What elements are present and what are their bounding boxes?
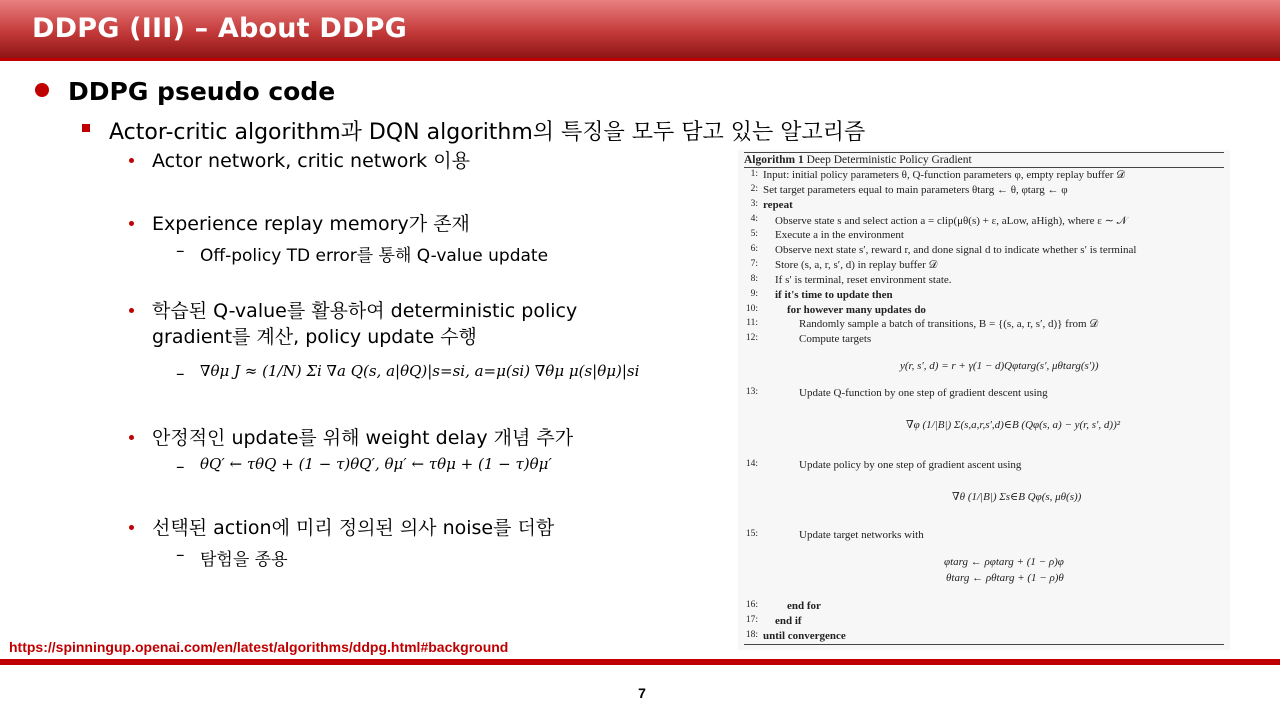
q-loss-equation: ∇φ (1/|B|) Σ(s,a,r,s′,d)∈B (Qφ(s, a) − y(r, s′, d))² bbox=[906, 419, 1121, 431]
item-text-line2: gradient를 계산, policy update 수행 bbox=[152, 326, 477, 348]
algorithm-label: Algorithm 1 bbox=[744, 154, 804, 166]
page-number: 7 bbox=[638, 685, 646, 701]
dash-icon: – bbox=[176, 545, 185, 565]
title-divider bbox=[0, 58, 1280, 61]
algorithm-header bbox=[744, 154, 972, 166]
targets-equation: y(r, s′, d) = r + γ(1 − d)Qφtarg(s′, μθtarg(s′)) bbox=[900, 360, 1099, 372]
main-bullet-text: DDPG pseudo code bbox=[68, 77, 336, 106]
item-text: 선택된 action에 미리 정의된 의사 noise를 더함 bbox=[152, 517, 555, 539]
subitem-text: Off-policy TD error를 통해 Q-value update bbox=[200, 246, 549, 266]
algorithm-name: Deep Deterministic Policy Gradient bbox=[806, 154, 972, 166]
dash-icon: – bbox=[176, 241, 185, 261]
item-bullet-icon bbox=[129, 221, 134, 226]
target-update-phi: φtarg ← ρφtarg + (1 − ρ)φ bbox=[944, 556, 1064, 568]
algo-bottom-rule bbox=[744, 644, 1224, 645]
sub-bullet-text: Actor-critic algorithm과 DQN algorithm의 특징을 모두 담고 있는 알고리즘 bbox=[109, 120, 866, 145]
algo-mid-rule bbox=[744, 167, 1224, 168]
item-bullet-icon bbox=[129, 158, 134, 163]
subitem-text: 탐험을 종용 bbox=[200, 550, 288, 570]
slide-title: DDPG (III) – About DDPG bbox=[32, 13, 407, 44]
dash-icon: – bbox=[176, 457, 185, 477]
item-bullet-icon bbox=[129, 525, 134, 530]
source-link[interactable]: https://spinningup.openai.com/en/latest/algorithms/ddpg.html#background bbox=[9, 639, 509, 655]
main-bullet-icon bbox=[35, 83, 49, 97]
soft-update-formula: θQ′ ← τθQ + (1 − τ)θQ′, θμ′ ← τθμ + (1 − τ)θμ′ bbox=[200, 455, 552, 473]
policy-gradient-equation: ∇θ (1/|B|) Σs∈B Qφ(s, μθ(s)) bbox=[952, 491, 1082, 503]
dash-icon: – bbox=[176, 364, 185, 384]
item-text: Actor network, critic network 이용 bbox=[152, 150, 470, 172]
policy-gradient-formula: ∇θμ J ≈ (1/N) Σi ∇a Q(s, a|θQ)|s=si, a=μ(si) ∇θμ μ(s|θμ)|si bbox=[200, 362, 640, 380]
item-text: 안정적인 update를 위해 weight delay 개념 추가 bbox=[152, 427, 574, 449]
item-bullet-icon bbox=[129, 308, 134, 313]
title-bar bbox=[0, 0, 1280, 58]
target-update-theta: θtarg ← ρθtarg + (1 − ρ)θ bbox=[946, 572, 1064, 584]
item-text-line1: 학습된 Q-value를 활용하여 deterministic policy bbox=[152, 300, 578, 322]
algorithm-figure: Algorithm 1 Deep Deterministic Policy Gradient 1: Input: initial policy parameters θ, Q-function parameters φ, empty replay buffer 𝒟 2: Set target parameters equal to main parameters θtarg ← θ, φtarg ← φ 3: repeat 4: Observe state s and select action a = clip(μθ(s) + ε, aLow, aHigh), where ε ∼ 𝒩 5: Execute a in the environment 6: Observe next state s′, reward r, and done signal d to indicate whether s′ is terminal 7: Store (s, a, r, s′, d) in replay buffer 𝒟 8: If s′ is terminal, reset environment state. 9: if it's time to update then 10: for however many updates do 11: Randomly sample a batch of transitions, B = {(s, a, r, s′, d)} from 𝒟 12: Compute targets y(r, s′, d) = r + γ(1 − d)Qφtarg(s′, μθtarg(s′)) 13: Update Q-function by one step of gradient descent using ∇φ (1/|B|) Σ(s,a,r,s′,d)∈B (Qφ(s, a) − y(r, s′, d))² 14: Update policy by one step of gradient ascent using ∇θ (1/|B|) Σs∈B Qφ(s, μθ(s)) 15: Update target networks with φtarg ← ρφtarg + (1 − ρ)φ θtarg ← ρθtarg + (1 − ρ)θ 16: end for 17: end if 18: until convergence bbox=[738, 150, 1230, 650]
item-text: Experience replay memory가 존재 bbox=[152, 213, 470, 235]
item-bullet-icon bbox=[129, 435, 134, 440]
algo-top-rule bbox=[744, 152, 1224, 153]
bottom-divider bbox=[0, 659, 1280, 665]
sub-bullet-icon bbox=[82, 124, 90, 132]
